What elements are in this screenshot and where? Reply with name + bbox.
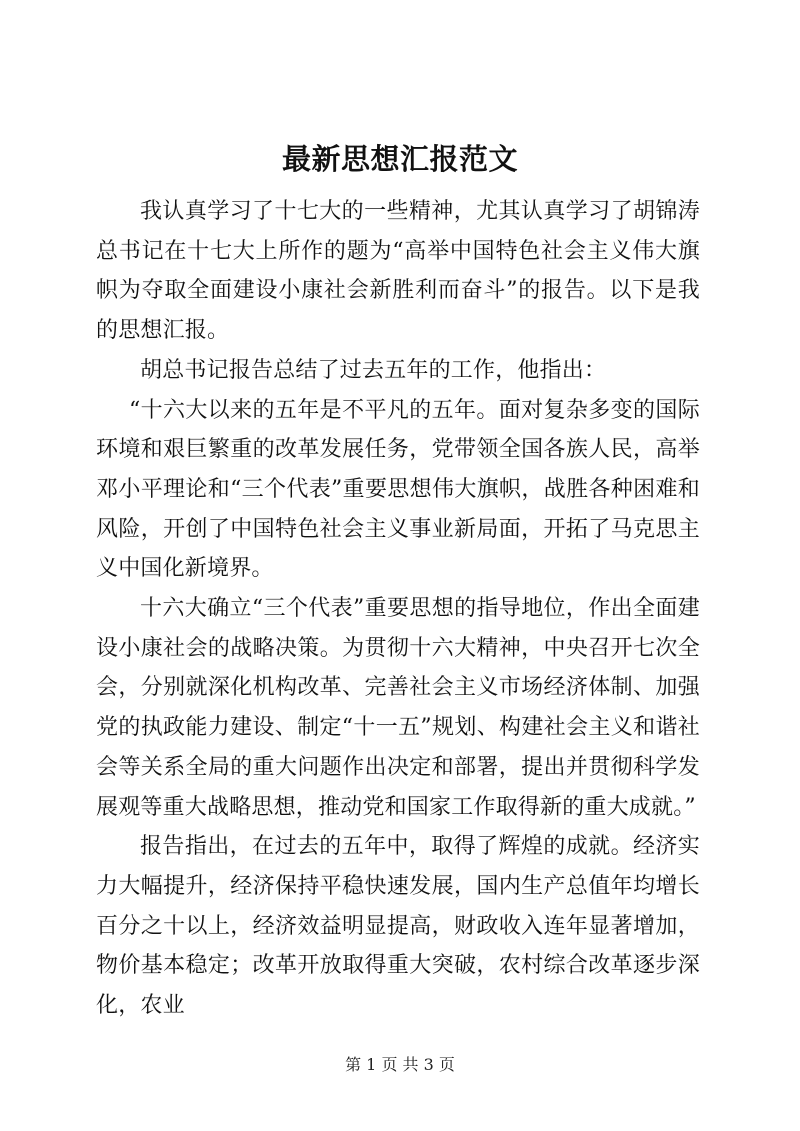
paragraph-quote-three-represents: 十六大确立“三个代表”重要思想的指导地位，作出全面建设小康社会的战略决策。为贯彻十六大精神，中央召开七次全会，分别就深化机构改革、完善社会主义市场经济体制、加强党的执政能力建设、制定“十一五”规划、构建社会主义和谐社会等关系全局的重大问题作出决定和部署，提出并贯彻科学发展观等重大战略思想，推动党和国家工作取得新的重大成就。” [96,596,700,820]
paragraph-summary: 胡总书记报告总结了过去五年的工作，他指出： [140,357,607,383]
paragraph-intro: 我认真学习了十七大的一些精神，尤其认真学习了胡锦涛总书记在十七大上所作的题为“高举中国特色社会主义伟大旗帜为夺取全面建设小康社会新胜利而奋斗”的报告。以下是我的思想汇报。 [96,199,700,344]
paragraph-achievements: 报告指出，在过去的五年中，取得了辉煌的成就。经济实力大幅提升，经济保持平稳快速发展，国内生产总值年均增长百分之十以上，经济效益明显提高，财政收入连年显著增加，物价基本稳定；改革开放取得重大突破，农村综合改革逐步深化，农业 [96,834,700,1019]
document-body [96,192,700,1026]
paragraph-quote-five-years: “十六大以来的五年是不平凡的五年。面对复杂多变的国际环境和艰巨繁重的改革发展任务，党带领全国各族人民，高举邓小平理论和“三个代表”重要思想伟大旗帜，战胜各种困难和风险，开创了中国特色社会主义事业新局面，开拓了马克思主义中国化新境界。 [96,397,700,582]
document-title: 最新思想汇报范文 [281,142,518,176]
page-number-footer: 第 1 页 共 3 页 [345,1055,455,1074]
